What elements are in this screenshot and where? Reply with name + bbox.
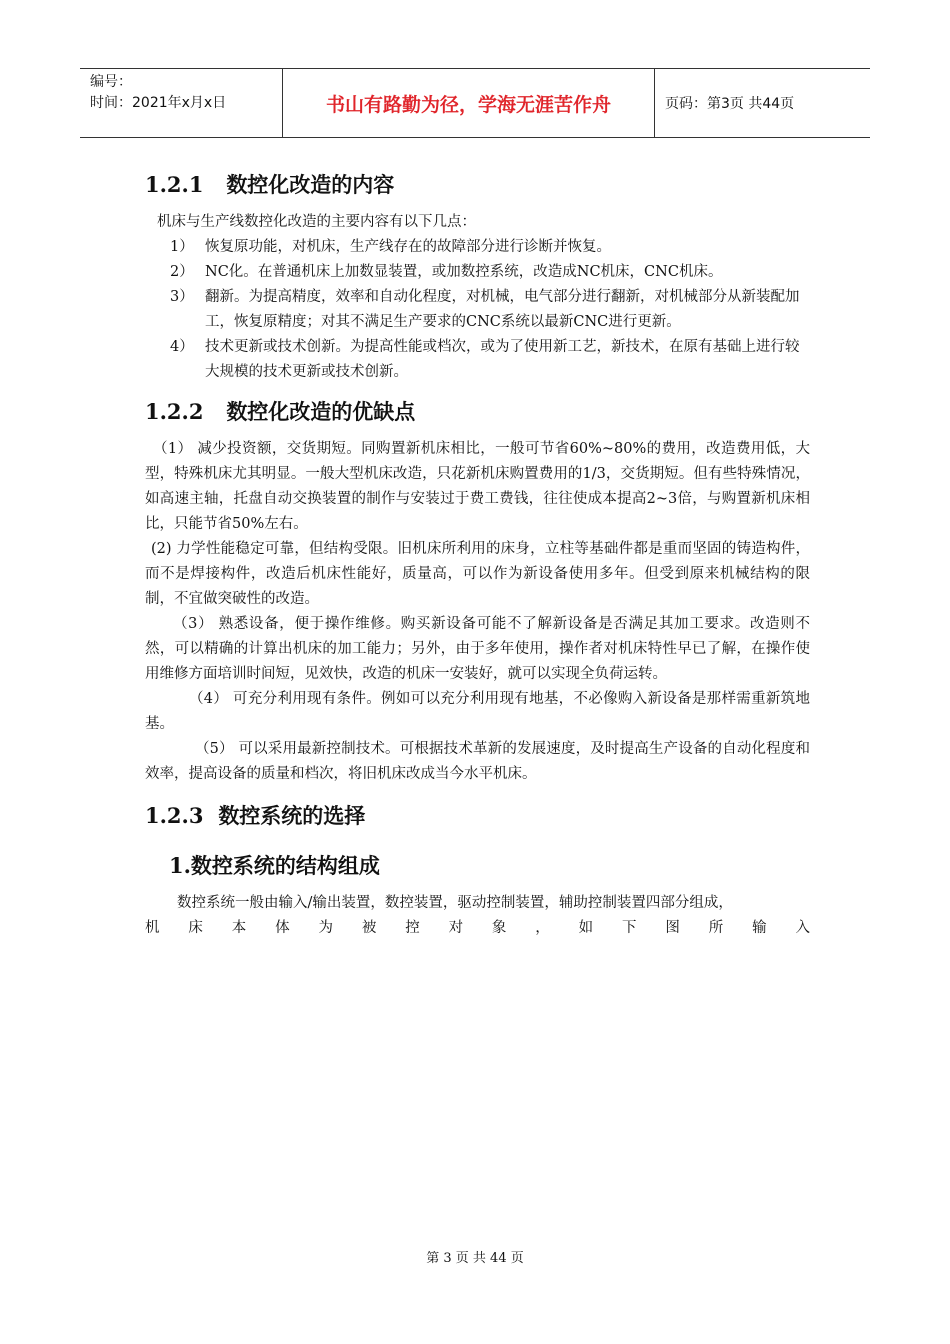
paragraph-spread-line: 机床本体为被控对象，如下图所输入 — [145, 920, 810, 936]
section-number: 1.2.3 — [145, 803, 204, 828]
list-item — [145, 235, 810, 260]
paragraph: （1） 减少投资额，交货期短。同购置新机床相比，一般可节省60%~80%的费用，改造费用低，大型，特殊机床尤其明显。一般大型机床改造，只花新机床购置费用的1/3，交货期短。但有些特殊情况，如高速主轴，托盘自动交换装置的制作与安装过于费工费钱，往往使成本提高2~3倍，与购置新机床相比，只能节省50%左右。 — [145, 441, 810, 532]
section-heading-1-2-3 — [145, 791, 810, 841]
header-page-info: 页码：第3页 共44页 — [665, 96, 795, 112]
section-title: 数控化改造的内容 — [226, 172, 395, 197]
doc-number: 编号： — [90, 74, 132, 90]
list-text: 翻新。为提高精度，效率和自动化程度，对机械，电气部分进行翻新，对机械部分从新装配加工，恢复原精度；对其不满足生产要求的CNC系统以最新CNC进行更新。 — [205, 289, 800, 330]
list-text: 技术更新或技术创新。为提高性能或档次，或为了使用新工艺，新技术，在原有基础上进行较大规模的技术更新或技术创新。 — [205, 339, 800, 380]
section-heading-1-2-1 — [145, 160, 810, 210]
section-heading-1-2-2 — [145, 387, 810, 437]
improvement-list — [145, 235, 810, 385]
section-number: 1.2.1 — [145, 172, 204, 197]
paragraph: (2) 力学性能稳定可靠，但结构受限。旧机床所利用的床身，立柱等基础件都是重而坚固的铸造构件，而不是焊接构件，改造后机床性能好，质量高，可以作为新设备使用多年。但受到原来机械结构的限制，不宜做突破性的改造。 — [145, 541, 810, 607]
list-marker: 3） — [170, 289, 194, 305]
paragraph: （4） 可充分利用现有条件。例如可以充分利用现有地基，不必像购入新设备是那样需重新筑地基。 — [145, 691, 810, 732]
section-number: 1.2.2 — [145, 399, 204, 424]
section-title: 数控系统的选择 — [218, 803, 366, 828]
header-motto: 书山有路勤为径，学海无涯苦作舟 — [282, 69, 655, 137]
section-intro: 机床与生产线数控化改造的主要内容有以下几点： — [157, 214, 476, 230]
list-text: NC化。在普通机床上加数显装置，或加数控系统，改造成NC机床，CNC机床。 — [205, 264, 723, 280]
list-item — [145, 335, 810, 385]
paragraph: （3） 熟悉设备，便于操作维修。购买新设备可能不了解新设备是否满足其加工要求。改造则不然，可以精确的计算出机床的加工能力；另外，由于多年使用，操作者对机床特性早已了解，在操作使用维修方面培训时间短，见效快，改造的机床一安装好，就可以实现全负荷运转。 — [145, 616, 810, 682]
section-title: 数控化改造的优缺点 — [226, 399, 416, 424]
list-text: 恢复原功能，对机床，生产线存在的故障部分进行诊断并恢复。 — [205, 239, 611, 255]
list-item — [145, 285, 810, 335]
list-marker: 2） — [170, 264, 194, 280]
subsection-heading: 1.数控系统的结构组成 — [169, 853, 380, 878]
list-item — [145, 260, 810, 285]
page-header — [80, 68, 870, 138]
page-footer: 第 3 页 共 44 页 — [426, 1251, 524, 1266]
list-marker: 1） — [170, 239, 194, 255]
paragraph: （5） 可以采用最新控制技术。可根据技术革新的发展速度，及时提高生产设备的自动化程度和效率，提高设备的质量和档次，将旧机床改成当今水平机床。 — [145, 741, 810, 782]
header-meta — [80, 69, 282, 137]
document-body — [145, 160, 810, 941]
list-marker: 4） — [170, 339, 194, 355]
doc-time: 时间：2021年x月x日 — [90, 95, 227, 111]
paragraph: 数控系统一般由输入/输出装置，数控装置，驱动控制装置，辅助控制装置四部分组成， — [177, 895, 733, 911]
